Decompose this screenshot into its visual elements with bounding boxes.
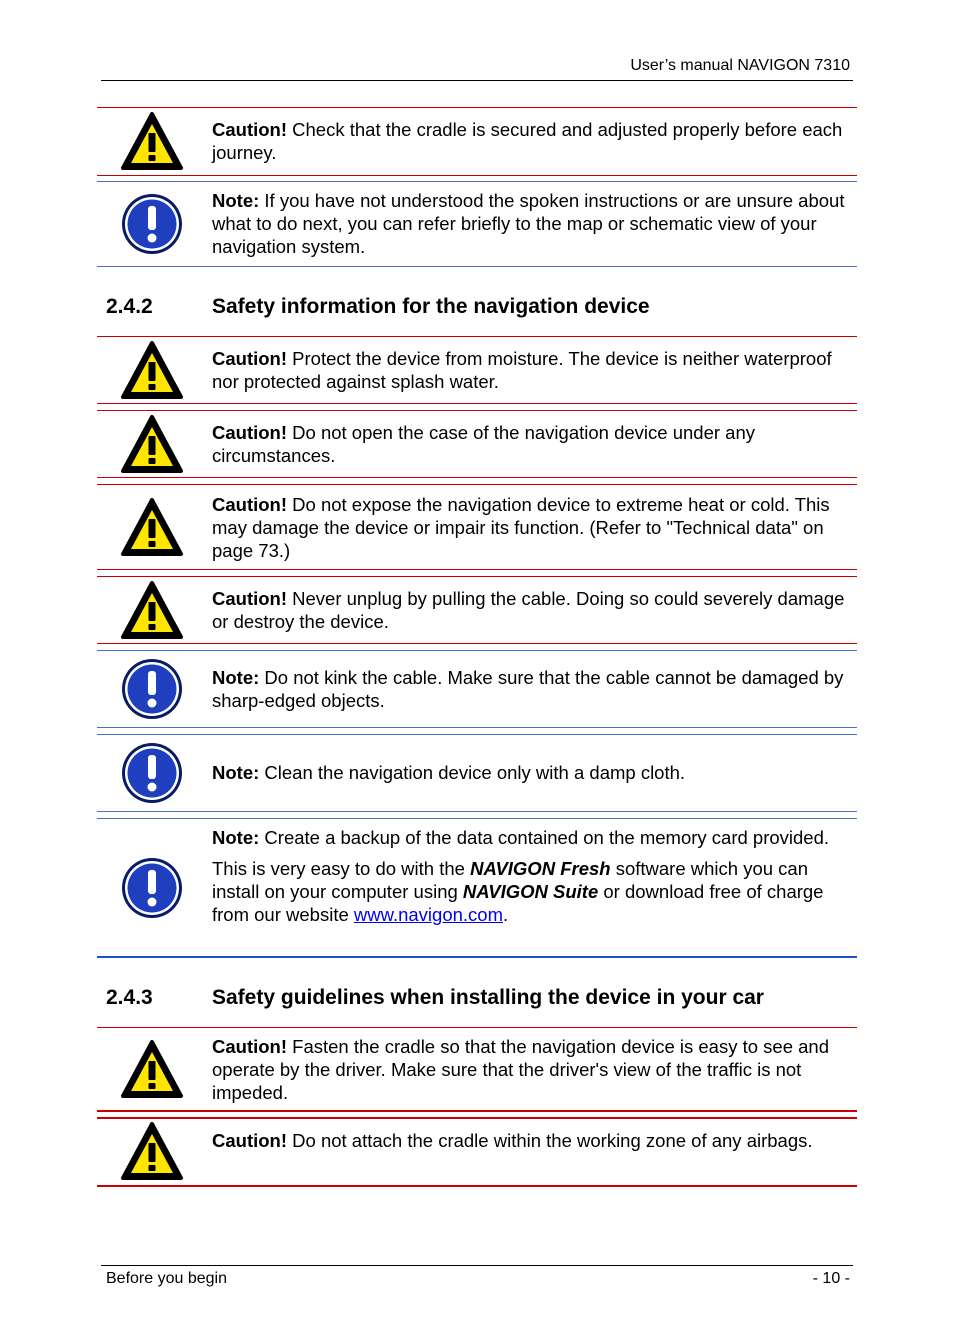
warning-icon — [120, 1121, 184, 1183]
caution-rule — [97, 569, 857, 570]
exclamation-circle-icon — [120, 658, 184, 720]
section-number: 2.4.2 — [106, 295, 153, 318]
running-header: User’s manual NAVIGON 7310 — [630, 57, 850, 74]
caution-notice: Caution! Fasten the cradle so that the navigation device is easy to see and operate by the driver. Make sure that the driver's view of the traffic is not impeded. — [212, 1036, 829, 1103]
note-rule — [97, 818, 857, 819]
section-title: Safety guidelines when installing the device in your car — [212, 986, 764, 1009]
caution-rule — [97, 175, 857, 176]
note-rule — [97, 727, 857, 728]
warning-icon — [120, 111, 184, 173]
caution-notice: Caution! Do not expose the navigation device to extreme heat or cold. This may damage the device or impair its function. (Refer to "Technical data" on page 73.) — [212, 494, 830, 561]
exclamation-circle-icon — [120, 857, 184, 919]
caution-rule — [97, 1117, 857, 1119]
caution-rule — [97, 1110, 857, 1112]
note-rule — [97, 266, 857, 267]
page-number: - 10 - — [812, 1270, 850, 1287]
note-rule — [97, 811, 857, 812]
caution-rule — [97, 576, 857, 577]
note-notice: Note: Create a backup of the data contained on the memory card provided. This is very easy to do with the NAVIGON Fresh software which you can install on your computer using NAVIGON Suite or download free of charge from our website www.navigon.com. — [212, 827, 830, 925]
warning-icon — [120, 497, 184, 559]
brand-navigon-suite: NAVIGON Suite — [462, 881, 599, 902]
footer-chapter: Before you begin — [106, 1270, 227, 1287]
warning-icon — [120, 340, 184, 402]
caution-rule — [97, 484, 857, 485]
warning-icon — [120, 414, 184, 476]
caution-notice: Caution! Never unplug by pulling the cable. Doing so could severely damage or destroy the device. — [212, 588, 845, 632]
header-rule — [101, 80, 853, 81]
caution-notice: Caution! Check that the cradle is secured and adjusted properly before each journey. — [212, 119, 843, 163]
caution-rule — [97, 107, 857, 108]
brand-navigon-fresh: NAVIGON Fresh — [470, 858, 611, 879]
website-link[interactable]: www.navigon.com — [353, 904, 503, 925]
caution-notice: Caution! Do not attach the cradle within the working zone of any airbags. — [212, 1130, 813, 1151]
note-notice: Note: Clean the navigation device only with a damp cloth. — [212, 762, 686, 783]
caution-rule — [97, 1027, 857, 1028]
caution-rule — [97, 643, 857, 644]
section-number: 2.4.3 — [106, 986, 153, 1009]
section-heading-2-4-2 — [106, 295, 856, 321]
caution-rule — [97, 403, 857, 404]
note-rule — [97, 650, 857, 651]
note-rule — [97, 734, 857, 735]
section-title: Safety information for the navigation device — [212, 295, 650, 318]
warning-icon — [120, 580, 184, 642]
warning-icon — [120, 1039, 184, 1101]
caution-rule — [97, 336, 857, 337]
caution-notice: Caution! Do not open the case of the navigation device under any circumstances. — [212, 422, 755, 466]
note-rule — [97, 181, 857, 182]
caution-rule — [97, 1185, 857, 1187]
caution-rule — [97, 477, 857, 478]
exclamation-circle-icon — [120, 742, 184, 804]
caution-notice: Caution! Protect the device from moisture. The device is neither waterproof nor protected against splash water. — [212, 348, 832, 392]
footer-rule — [101, 1265, 853, 1266]
section-heading-2-4-3 — [106, 986, 856, 1012]
note-rule — [97, 956, 857, 958]
note-notice: Note: If you have not understood the spoken instructions or are unsure about what to do next, you can refer briefly to the map or schematic view of your navigation system. — [212, 190, 845, 257]
note-notice: Note: Do not kink the cable. Make sure that the cable cannot be damaged by sharp-edged objects. — [212, 667, 844, 711]
exclamation-circle-icon — [120, 193, 184, 255]
caution-rule — [97, 410, 857, 411]
